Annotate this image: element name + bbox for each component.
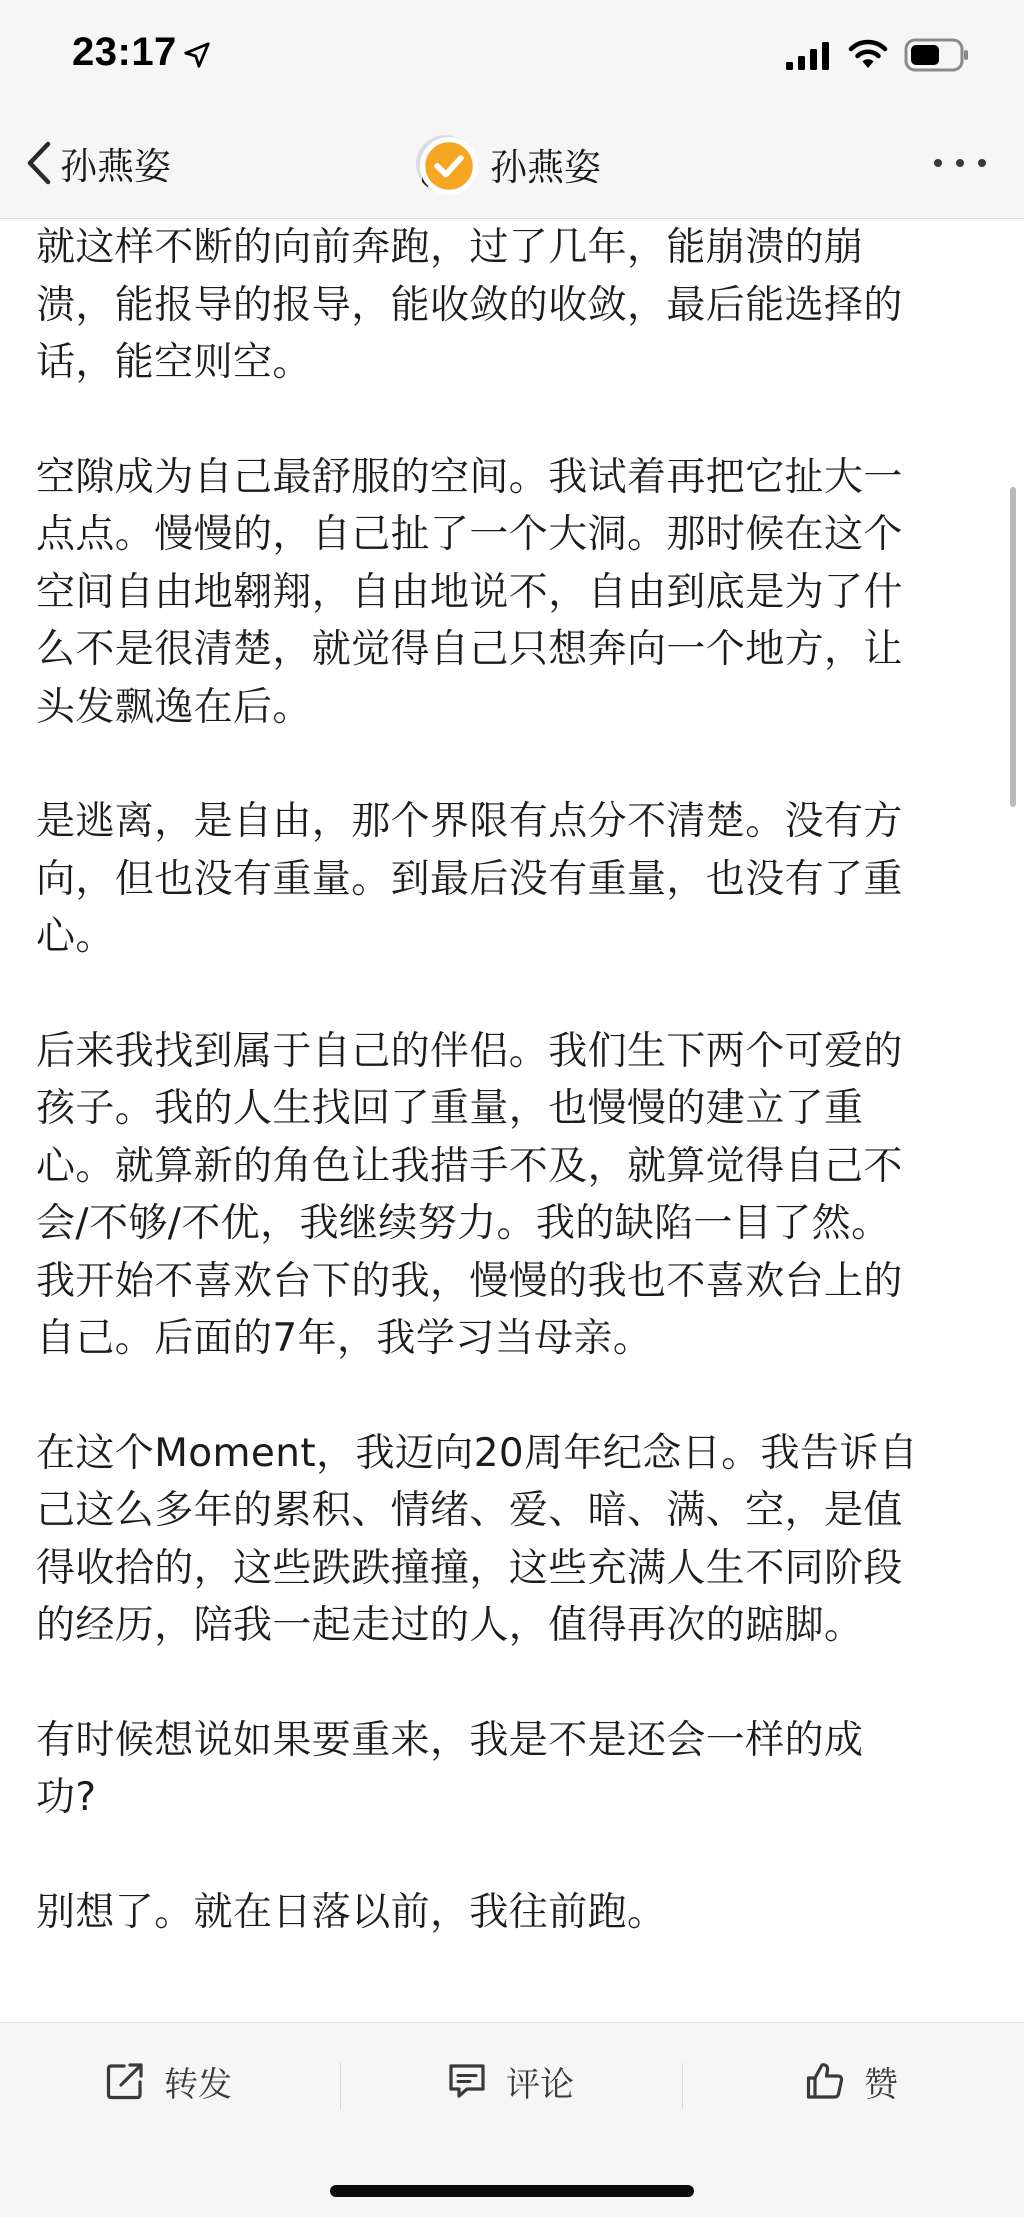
text-line: 我开始不喜欢台下的我，慢慢的我也不喜欢台上的: [36, 1258, 903, 1304]
nav-profile[interactable]: [416, 134, 601, 194]
paragraph: [36, 1884, 992, 1942]
repost-label: 转发: [164, 2064, 232, 2105]
text-line: 孩子。我的人生找回了重量，也慢慢的建立了重: [36, 1086, 864, 1131]
status-bar: [0, 0, 1024, 108]
chevron-left-icon: [22, 136, 56, 190]
share-icon: [104, 2060, 146, 2102]
verified-badge-icon: [420, 137, 478, 195]
article-content: [36, 219, 992, 1941]
text-line: 得收拾的，这些跌跌撞撞，这些充满人生不同阶段: [36, 1545, 903, 1591]
action-divider: [682, 2063, 683, 2109]
text-line: 会/不够/不优，我继续努力。我的缺陷一目了然。: [36, 1201, 891, 1246]
text-line: 就这样不断的向前奔跑，过了几年，能崩溃的崩: [36, 225, 864, 270]
back-label: 孙燕姿: [60, 145, 171, 188]
text-line: 自己。后面的7年，我学习当母亲。: [36, 1316, 653, 1361]
action-bar: [0, 2022, 1024, 2217]
like-label: 赞: [864, 2064, 898, 2105]
text-line: 空隙成为自己最舒服的空间。我试着再把它扯大一: [36, 454, 903, 500]
repost-button[interactable]: [104, 2051, 232, 2111]
text-line: 别想了。就在日落以前，我往前跑。: [36, 1889, 667, 1935]
text-line: 向，但也没有重量。到最后没有重量，也没有了重: [36, 856, 903, 902]
text-line: 空间自由地翱翔，自由地说不，自由到底是为了什: [36, 569, 903, 615]
battery-icon: [904, 38, 970, 72]
action-divider: [340, 2063, 341, 2109]
text-line: 心。: [36, 914, 115, 959]
comment-label: 评论: [506, 2064, 574, 2105]
text-line: 溃，能报导的报导，能收敛的收敛，最后能选择的: [36, 282, 903, 328]
text-line: 头发飘逸在后。: [36, 684, 312, 730]
thumbs-up-icon: [804, 2060, 846, 2102]
comment-button[interactable]: [446, 2051, 574, 2111]
location-arrow-icon: [182, 40, 212, 70]
paragraph: [36, 1712, 992, 1827]
status-time: 23:17: [72, 30, 177, 74]
scrollbar-thumb[interactable]: [1010, 487, 1016, 807]
paragraph: [36, 1023, 992, 1368]
text-line: 的经历，陪我一起走过的人，值得再次的踮脚。: [36, 1603, 864, 1648]
paragraph: [36, 449, 992, 737]
home-indicator[interactable]: [330, 2185, 694, 2197]
text-line: 是逃离，是自由，那个界限有点分不清楚。没有方: [36, 799, 903, 844]
nav-title: 孙燕姿: [490, 146, 601, 189]
text-line: 么不是很清楚，就觉得自己只想奔向一个地方，让: [36, 627, 903, 672]
wifi-icon: [848, 38, 888, 70]
paragraph: [36, 1425, 992, 1655]
text-line: 点点。慢慢的，自己扯了一个大洞。那时候在这个: [36, 512, 903, 557]
more-dots-icon[interactable]: [930, 148, 990, 178]
paragraph: [36, 793, 992, 966]
text-line: 己这么多年的累积、情绪、爱、暗、满、空，是值: [36, 1488, 903, 1533]
nav-bar: [0, 108, 1024, 219]
like-button[interactable]: [804, 2051, 898, 2111]
text-line: 在这个Moment，我迈向20周年纪念日。我告诉自: [36, 1430, 919, 1476]
article-body[interactable]: [0, 219, 1024, 2021]
text-line: 话，能空则空。: [36, 340, 312, 385]
comment-icon: [446, 2060, 488, 2102]
text-line: 后来我找到属于自己的伴侣。我们生下两个可爱的: [36, 1028, 903, 1074]
cellular-signal-icon: [786, 42, 830, 70]
paragraph: [36, 219, 992, 392]
text-line: 心。就算新的角色让我措手不及，就算觉得自己不: [36, 1143, 903, 1189]
text-line: 有时候想说如果要重来，我是不是还会一样的成: [36, 1717, 864, 1763]
back-button[interactable]: [22, 136, 171, 190]
text-line: 功?: [36, 1775, 97, 1820]
avatar[interactable]: [416, 135, 474, 193]
